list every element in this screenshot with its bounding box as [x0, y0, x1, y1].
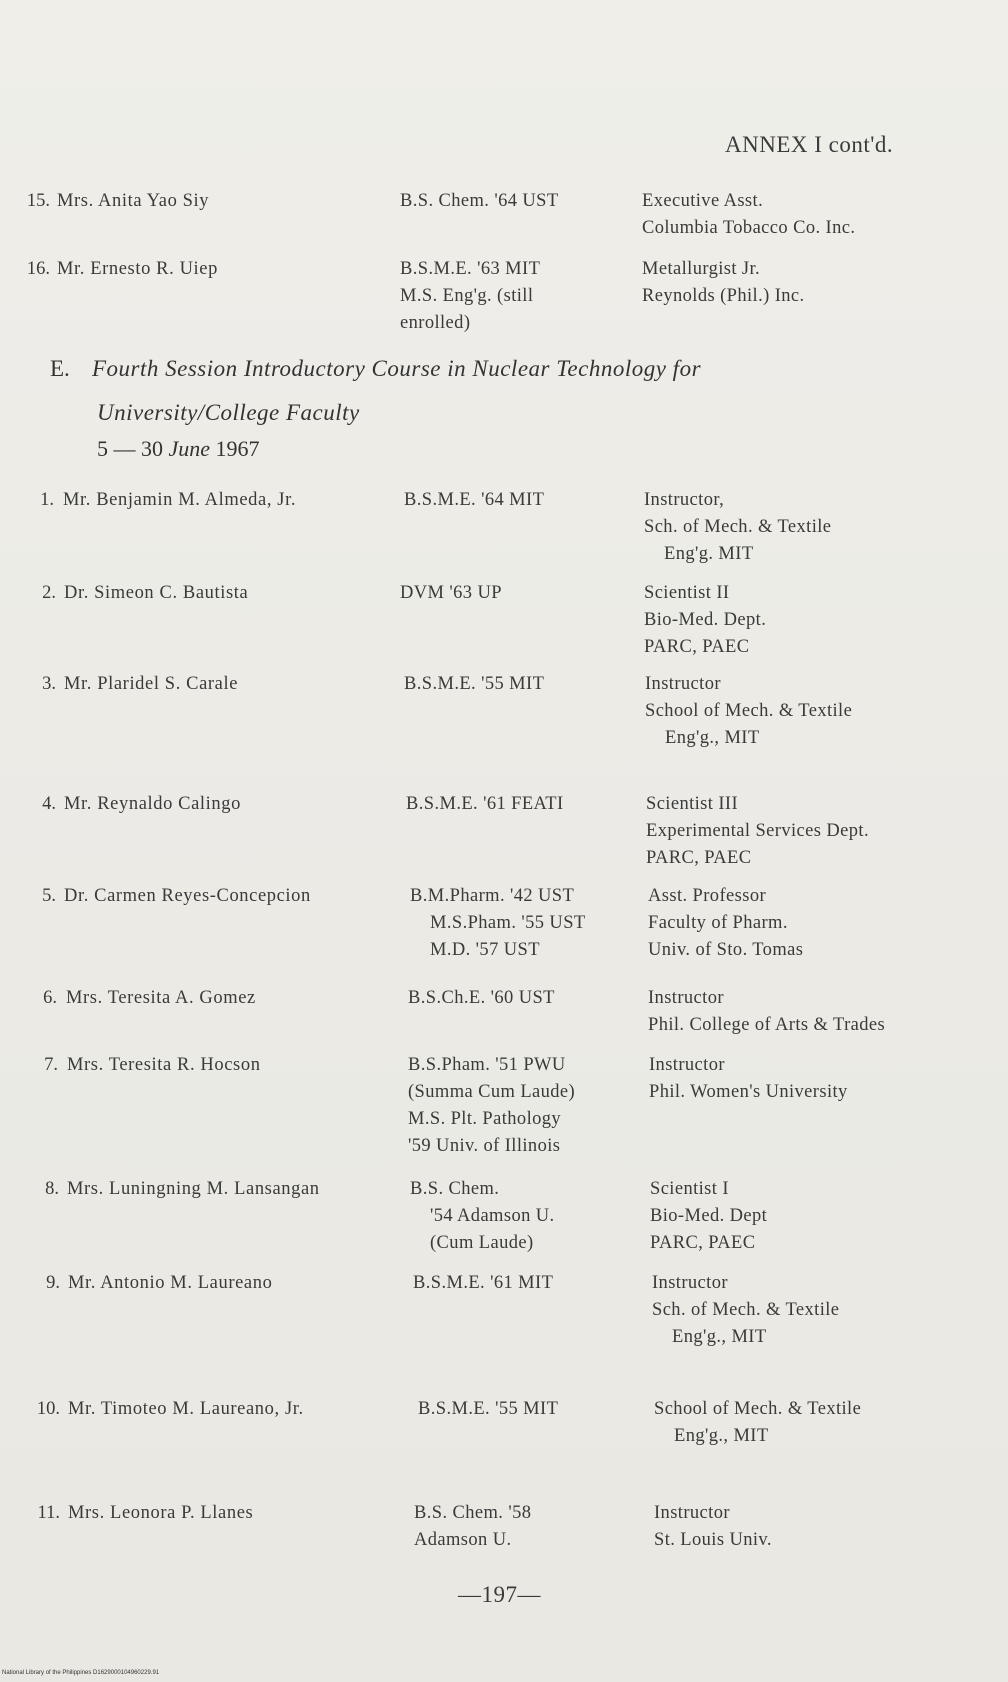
position-line: Executive Asst. [642, 191, 764, 211]
entry-number: 5. [42, 886, 56, 906]
entry-number: 16. [26, 259, 50, 279]
participant-position [652, 1270, 839, 1351]
section-letter: E. [50, 356, 70, 381]
entry-number: 6. [43, 988, 57, 1008]
entry-number: 9. [46, 1273, 60, 1293]
entry-number: 8. [45, 1179, 59, 1199]
participant-degree [408, 985, 555, 1012]
participant-name: Mr. Timoteo M. Laureano, Jr. [68, 1399, 304, 1419]
degree-line: B.S. Chem. [410, 1179, 500, 1199]
participant-name: Dr. Simeon C. Bautista [64, 583, 249, 603]
participant-name: Mr. Ernesto R. Uiep [57, 259, 218, 279]
participant-position [648, 883, 803, 964]
degree-line: B.S. Chem. '58 [414, 1503, 532, 1523]
position-line: Eng'g. MIT [664, 544, 754, 564]
entry-number: 11. [37, 1503, 60, 1523]
position-line: Instructor [645, 674, 721, 694]
position-line: Eng'g., MIT [672, 1327, 767, 1347]
degree-line: enrolled) [400, 313, 471, 333]
degree-line: B.S. Chem. '64 UST [400, 191, 559, 211]
entry-number: 7. [44, 1055, 58, 1075]
section-title-line1: Fourth Session Introductory Course in Nuclear Technology for [92, 356, 702, 381]
position-line: Bio-Med. Dept [650, 1206, 768, 1226]
participant-position [642, 256, 805, 310]
entry-number: 15. [26, 191, 50, 211]
participant-name: Mrs. Teresita A. Gomez [66, 988, 256, 1008]
participant-position [648, 985, 885, 1039]
degree-line: '59 Univ. of Illinois [408, 1136, 561, 1156]
participant-degree [400, 188, 559, 215]
degree-line: B.S.Ch.E. '60 UST [408, 988, 555, 1008]
degree-line: M.S. Eng'g. (still [400, 286, 534, 306]
participant-position [650, 1176, 767, 1257]
position-line: School of Mech. & Textile [645, 701, 853, 721]
participant-position [649, 1052, 848, 1106]
position-line: Phil. College of Arts & Trades [648, 1015, 886, 1035]
degree-line: M.S.Pham. '55 UST [430, 913, 586, 933]
page-number: —197— [458, 1582, 541, 1607]
position-line: School of Mech. & Textile [654, 1399, 862, 1419]
entry-number: 2. [42, 583, 56, 603]
participant-degree [410, 1176, 555, 1257]
participant-name: Mr. Antonio M. Laureano [68, 1273, 273, 1293]
participant-name: Mr. Plaridel S. Carale [64, 674, 239, 694]
degree-line: Adamson U. [414, 1530, 512, 1550]
position-line: Asst. Professor [648, 886, 767, 906]
participant-degree [418, 1396, 558, 1423]
position-line: Experimental Services Dept. [646, 821, 869, 841]
participant-degree [400, 580, 502, 607]
dates-range: 5 — 30 [97, 436, 163, 461]
degree-line: (Summa Cum Laude) [408, 1082, 576, 1102]
participant-degree [410, 883, 586, 964]
degree-line: M.S. Plt. Pathology [408, 1109, 562, 1129]
degree-line: (Cum Laude) [430, 1233, 534, 1253]
position-line: Instructor [648, 988, 724, 1008]
position-line: Metallurgist Jr. [642, 259, 761, 279]
participant-degree [404, 671, 544, 698]
participant-name: Mrs. Anita Yao Siy [57, 191, 210, 211]
scan-credit: National Library of the Philippines D1629000104960229.91 [2, 1670, 160, 1676]
dates-year: 1967 [215, 436, 260, 461]
section-dates [97, 427, 260, 471]
degree-line: '54 Adamson U. [430, 1206, 555, 1226]
position-line: Eng'g., MIT [674, 1426, 769, 1446]
participant-position [644, 580, 766, 661]
position-line: PARC, PAEC [650, 1233, 756, 1253]
participant-degree [413, 1270, 553, 1297]
position-line: Sch. of Mech. & Textile [644, 517, 832, 537]
degree-line: B.M.Pharm. '42 UST [410, 886, 575, 906]
position-line: Scientist II [644, 583, 730, 603]
position-line: Scientist I [650, 1179, 729, 1199]
position-line: St. Louis Univ. [654, 1530, 772, 1550]
entry-number: 1. [40, 490, 54, 510]
position-line: Faculty of Pharm. [648, 913, 788, 933]
position-line: PARC, PAEC [644, 637, 750, 657]
degree-line: B.S.M.E. '61 FEATI [406, 794, 564, 814]
position-line: PARC, PAEC [646, 848, 752, 868]
degree-line: B.S.M.E. '55 MIT [404, 674, 545, 694]
participant-name: Mrs. Teresita R. Hocson [67, 1055, 261, 1075]
participant-name: Mr. Benjamin M. Almeda, Jr. [63, 490, 297, 510]
participant-degree [414, 1500, 531, 1554]
participant-name: Mrs. Luningning M. Lansangan [67, 1179, 320, 1199]
dates-month: June [168, 436, 211, 461]
degree-line: B.S.M.E. '63 MIT [400, 259, 541, 279]
position-line: Phil. Women's University [649, 1082, 848, 1102]
position-line: Univ. of Sto. Tomas [648, 940, 804, 960]
degree-line: B.S.M.E. '64 MIT [404, 490, 545, 510]
position-line: Reynolds (Phil.) Inc. [642, 286, 805, 306]
position-line: Instructor [652, 1273, 728, 1293]
position-line: Scientist III [646, 794, 739, 814]
position-line: Instructor, [644, 490, 725, 510]
entry-number: 3. [42, 674, 56, 694]
entry-number: 10. [36, 1399, 60, 1419]
participant-degree [404, 487, 544, 514]
participant-position [642, 188, 855, 242]
annex-heading: ANNEX I cont'd. [725, 132, 894, 157]
participant-position [645, 671, 852, 752]
position-line: Columbia Tobacco Co. Inc. [642, 218, 856, 238]
position-line: Bio-Med. Dept. [644, 610, 767, 630]
section-title-line2: University/College Faculty [97, 400, 360, 425]
participant-position [644, 487, 831, 568]
position-line: Instructor [654, 1503, 730, 1523]
degree-line: B.S.M.E. '55 MIT [418, 1399, 559, 1419]
participant-position [654, 1500, 772, 1554]
participant-name: Mr. Reynaldo Calingo [64, 794, 241, 814]
degree-line: DVM '63 UP [400, 583, 502, 603]
position-line: Instructor [649, 1055, 725, 1075]
degree-line: M.D. '57 UST [430, 940, 540, 960]
participant-position [646, 791, 869, 872]
participant-degree [400, 256, 540, 337]
participant-degree [408, 1052, 575, 1160]
degree-line: B.S.Pham. '51 PWU [408, 1055, 566, 1075]
participant-degree [406, 791, 564, 818]
position-line: Sch. of Mech. & Textile [652, 1300, 840, 1320]
participant-name: Dr. Carmen Reyes-Concepcion [64, 886, 311, 906]
participant-name: Mrs. Leonora P. Llanes [68, 1503, 254, 1523]
position-line: Eng'g., MIT [665, 728, 760, 748]
participant-position [654, 1396, 861, 1450]
degree-line: B.S.M.E. '61 MIT [413, 1273, 554, 1293]
entry-number: 4. [42, 794, 56, 814]
